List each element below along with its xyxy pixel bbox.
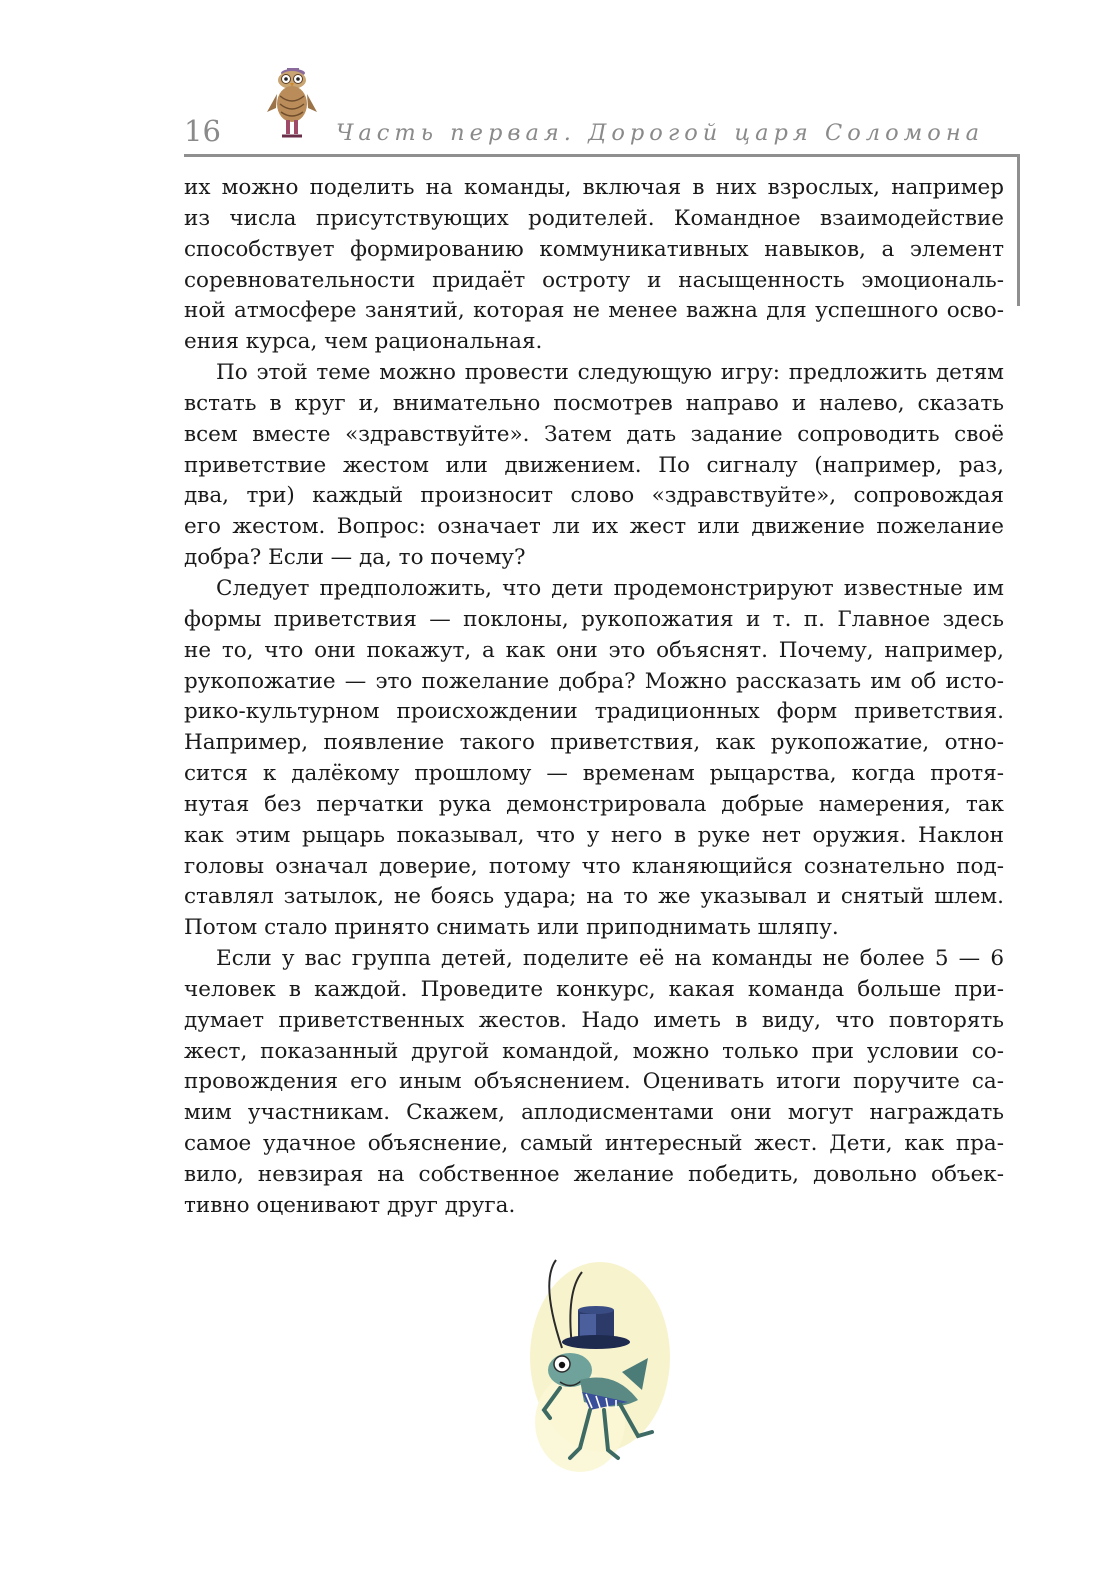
text-line: способствует формированию коммуникативных навыков, а элемент	[184, 236, 1004, 262]
text-line: жест, показанный другой командой, можно только при условии со-	[184, 1038, 1004, 1064]
text-line: формы приветствия — поклоны, рукопожатия и т. п. Главное здесь	[184, 606, 1004, 632]
side-rule	[1017, 154, 1020, 306]
running-title: Часть первая. Дорогой царя Соломона	[336, 120, 985, 146]
text-line: самое удачное объяснение, самый интересный жест. Дети, как пра-	[184, 1131, 1004, 1157]
text-line: рукопожатие — это пожелание добра? Можно рассказать им об исто-	[184, 668, 1004, 694]
text-line: Если у вас группа детей, поделите её на команды не более 5 — 6	[216, 946, 1004, 972]
cricket-illustration	[520, 1252, 670, 1482]
owl-illustration	[262, 66, 322, 142]
text-line: два, три) каждый произносит слово «здравствуйте», сопровождая	[184, 483, 1004, 509]
paragraph	[184, 944, 1004, 1222]
text-line: ставлял затылок, не боясь удара; на то же указывал и снятый шлем.	[184, 884, 1004, 910]
text-line: Следует предположить, что дети продемонстрируют известные им	[216, 575, 1004, 601]
text-line: их можно поделить на команды, включая в них взрослых, например	[184, 175, 1004, 200]
text-line: всем вместе «здравствуйте». Затем дать задание сопроводить своё	[184, 421, 1004, 447]
text-line: тивно оценивают друг друга.	[184, 1192, 516, 1218]
header-rule	[184, 154, 1020, 157]
page-number: 16	[184, 114, 221, 148]
text-line: из числа присутствующих родителей. Командное взаимодействие	[184, 205, 1004, 231]
text-line: нутая без перчатки рука демонстрировала добрые намерения, так	[184, 791, 1004, 817]
text-line: человек в каждой. Проведите конкурс, какая команда больше при-	[184, 976, 1004, 1002]
text-line: думает приветственных жестов. Надо иметь в виду, что повторять	[184, 1007, 1004, 1033]
text-line: приветствие жестом или движением. По сигналу (например, раз,	[184, 452, 1004, 478]
text-line: вило, невзирая на собственное желание победить, довольно объек-	[184, 1162, 1004, 1187]
text-line: провождения его иным объяснением. Оценивать итоги поручите са-	[184, 1069, 1004, 1095]
text-line: добра? Если — да, то почему?	[184, 545, 526, 571]
text-line: По этой теме можно провести следующую игру: предложить детям	[216, 360, 1004, 386]
text-line: встать в круг и, внимательно посмотрев направо и налево, сказать	[184, 390, 1004, 416]
text-line: сится к далёкому прошлому — временам рыцарства, когда протя-	[184, 761, 1004, 787]
paragraph	[184, 574, 1004, 944]
body-text	[184, 173, 1004, 1222]
text-line: соревновательности придаёт остроту и насыщенность эмоциональ-	[184, 267, 1004, 293]
paragraph	[184, 173, 1004, 358]
text-line: мим участникам. Скажем, аплодисментами они могут награждать	[184, 1100, 1004, 1126]
text-line: как этим рыцарь показывал, что у него в руке нет оружия. Наклон	[184, 822, 1004, 848]
text-line: не то, что они покажут, а как они это объяснят. Почему, например,	[184, 637, 1004, 663]
paragraph	[184, 358, 1004, 574]
text-line: ения курса, чем рациональная.	[184, 329, 543, 355]
text-line: рико-культурном происхождении традиционных форм приветствия.	[184, 699, 1004, 725]
text-line: его жестом. Вопрос: означает ли их жест или движение пожелание	[184, 514, 1004, 540]
text-line: Например, появление такого приветствия, как рукопожатие, отно-	[184, 730, 1004, 756]
running-header	[184, 66, 1020, 156]
text-line: Потом стало принято снимать или приподнимать шляпу.	[184, 915, 839, 941]
text-line: головы означал доверие, потому что кланяющийся сознательно под-	[184, 853, 1004, 879]
text-line: ной атмосфере занятий, которая не менее важна для успешного осво-	[184, 298, 1004, 324]
